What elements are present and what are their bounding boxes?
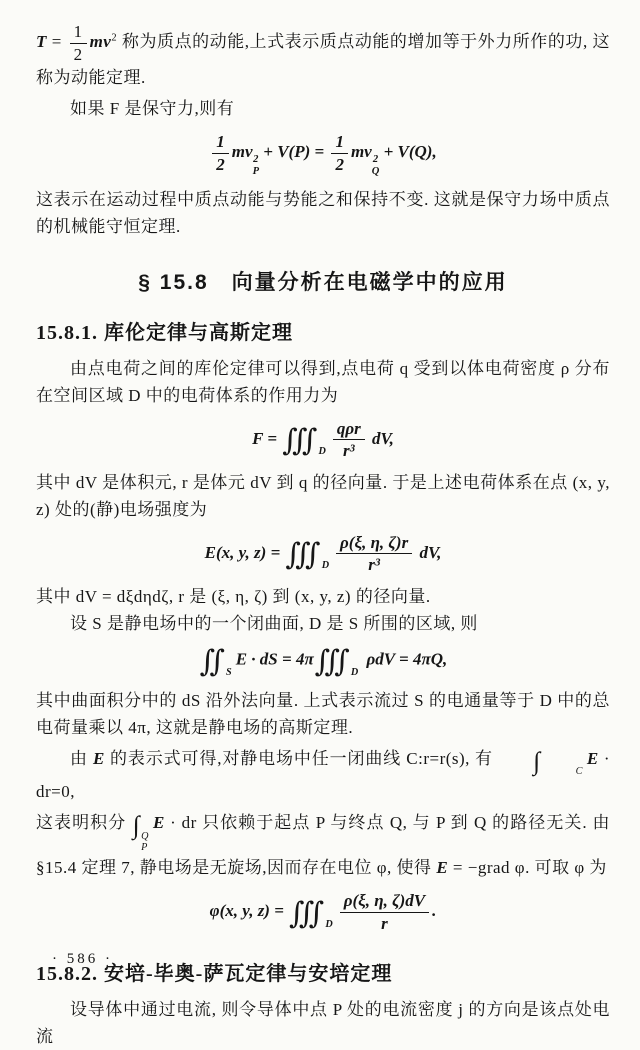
formula-token: [314, 644, 362, 679]
formula-token: 2: [253, 154, 259, 166]
para-conservative-force: 如果 F 是保守力,则有: [70, 99, 235, 119]
formula-token: F: [252, 428, 264, 448]
para-closed-surface: 设 S 是静电场中的一个闭曲面, D 是 S 所围的区域, 则: [70, 613, 478, 633]
formula-token: ρ(ξ, η, ζ)r: [336, 533, 412, 555]
formula-token: ∭: [314, 644, 350, 678]
formula-token: 2: [335, 154, 344, 174]
formula-token: P: [252, 165, 260, 177]
formula-coulomb-force: [36, 419, 610, 461]
formula-token: 由: [70, 748, 94, 768]
formula-token: [289, 896, 336, 931]
formula-token: .: [432, 901, 437, 921]
formula-energy-conservation: [36, 132, 610, 177]
para-kinetic-energy: [36, 22, 610, 91]
subsection-heading-ampere-biot-savart: 15.8.2. 安培-毕奥-萨瓦定律与安培定理: [36, 963, 393, 986]
page-number: · 586 ·: [52, 951, 113, 967]
formula-token: E: [93, 748, 105, 768]
formula-token: [212, 132, 229, 174]
formula-token: 2: [111, 32, 118, 44]
formula-token: [231, 142, 260, 177]
formula-potential: [36, 891, 610, 933]
formula-token: 1: [331, 132, 348, 154]
formula-token: [331, 132, 348, 174]
formula-token: [70, 22, 87, 64]
formula-token: mv: [350, 142, 372, 162]
formula-token: + V(Q),: [379, 142, 437, 162]
formula-token: E: [586, 748, 599, 768]
subsection-heading-coulomb-gauss: 15.8.1. 库伦定律与高斯定理: [36, 321, 293, 344]
formula-token: [226, 667, 232, 679]
formula-token: ∫: [533, 746, 541, 776]
formula-token: [325, 919, 332, 931]
formula-token: r³: [342, 441, 355, 461]
formula-token: D: [350, 666, 359, 678]
formula-token: ρdV = 4πQ,: [362, 649, 448, 669]
formula-token: dV,: [415, 542, 442, 562]
formula-token: [322, 560, 329, 572]
formula-token: 2: [73, 44, 83, 64]
formula-token: ∭: [285, 538, 321, 572]
formula-gauss-theorem: [36, 644, 610, 679]
formula-token: =: [46, 31, 67, 51]
para-radial-vector: 其中 dV = dξdηdζ, r 是 (ξ, η, ζ) 到 (x, y, z) 的径向量.: [36, 586, 431, 606]
formula-token: + V(P) =: [259, 142, 329, 162]
formula-token: D: [321, 560, 330, 572]
formula-token: 称为质点的动能,上式表示质点动能的增加等于外力所作的功, 这称为动能定理.: [36, 31, 610, 88]
formula-token: [286, 540, 333, 572]
formula-token: Q: [371, 165, 380, 177]
formula-token: C: [575, 766, 583, 778]
formula-token: S: [226, 666, 232, 678]
formula-token: E: [204, 542, 216, 562]
formula-electric-field: [36, 533, 610, 575]
formula-token: · dr 只依赖于起点 P 与终点 Q, 与 P 到 Q 的路径无关. 由 §15.4 定理 7, 静电场是无旋场,因而存在电位 φ, 使得: [36, 813, 610, 878]
formula-token: ρ(ξ, η, ζ)dV: [340, 891, 429, 913]
formula-token: [340, 891, 429, 933]
formula-token: E: [436, 858, 449, 878]
formula-token: [141, 831, 149, 854]
formula-token: = −grad φ. 可取 φ 为: [448, 858, 607, 878]
formula-token: 2: [216, 154, 225, 174]
formula-token: [333, 419, 365, 461]
formula-token: mv: [231, 142, 253, 162]
formula-token: =: [263, 428, 282, 448]
formula-token: [319, 446, 326, 458]
formula-token: 1: [70, 22, 87, 44]
formula-token: r: [381, 913, 388, 933]
formula-token: [351, 667, 358, 679]
formula-token: S: [268, 649, 278, 669]
formula-token: D: [325, 918, 333, 930]
formula-token: [336, 533, 412, 575]
section-heading: § 15.8 向量分析在电磁学中的应用: [138, 270, 508, 294]
formula-token: ∬: [199, 644, 226, 678]
formula-token: ∭: [282, 423, 318, 457]
formula-token: 的表示式可得,对静电场中任一闭曲线 C:r=r(s), 有: [104, 748, 499, 768]
para-coulomb-law: 由点电荷之间的库伦定律可以得到,点电荷 q 受到以体电荷密度 ρ 分布在空间区域 D 中的电荷体系的作用力为: [36, 358, 610, 405]
formula-token: E: [235, 649, 248, 669]
formula-token: [542, 766, 583, 778]
para-efield-intro: 其中 dV 是体积元, r 是体元 dV 到 q 的径向量. 于是上述电荷体系在点 (x, y, z) 处的(静)电场强度为: [36, 472, 610, 519]
formula-token: · dr=0,: [36, 748, 610, 801]
formula-token: mv: [89, 31, 112, 51]
formula-token: (x, y, z) =: [215, 542, 285, 562]
formula-token: E: [152, 813, 165, 832]
formula-token: r³: [368, 555, 380, 575]
formula-token: [350, 142, 380, 177]
formula-token: ∫: [132, 810, 141, 840]
formula-token: [282, 423, 329, 458]
formula-token: ∭: [289, 896, 325, 930]
para-closed-curve: [36, 745, 610, 805]
formula-token: [133, 809, 152, 854]
formula-token: dV,: [367, 428, 394, 448]
formula-token: = 4π: [277, 649, 314, 669]
formula-token: T: [36, 31, 47, 51]
formula-token: [199, 644, 235, 679]
formula-token: φ(x, y, z) =: [209, 901, 289, 921]
formula-token: 2: [372, 154, 379, 166]
formula-token: 1: [212, 132, 229, 154]
formula-token: P: [141, 842, 148, 854]
para-mechanical-energy: 这表示在运动过程中质点动能与势能之和保持不变. 这就是保守力场中质点的机械能守恒定理.: [36, 189, 610, 236]
formula-token: Q: [141, 830, 149, 842]
formula-token: qρr: [333, 419, 365, 441]
formula-token: [499, 745, 586, 778]
para-path-independence: [36, 809, 610, 881]
formula-token: 这表明积分: [36, 813, 132, 832]
formula-token: D: [318, 446, 326, 458]
para-current-density: 设导体中通过电流, 则令导体中点 P 处的电流密度 j 的方向是该点处电流: [36, 1000, 610, 1047]
formula-token: · d: [247, 649, 269, 669]
para-gauss-explanation: 其中曲面积分中的 dS 沿外法向量. 上式表示流过 S 的电通量等于 D 中的总电荷量乘以 4π, 这就是静电场的高斯定理.: [36, 690, 610, 737]
